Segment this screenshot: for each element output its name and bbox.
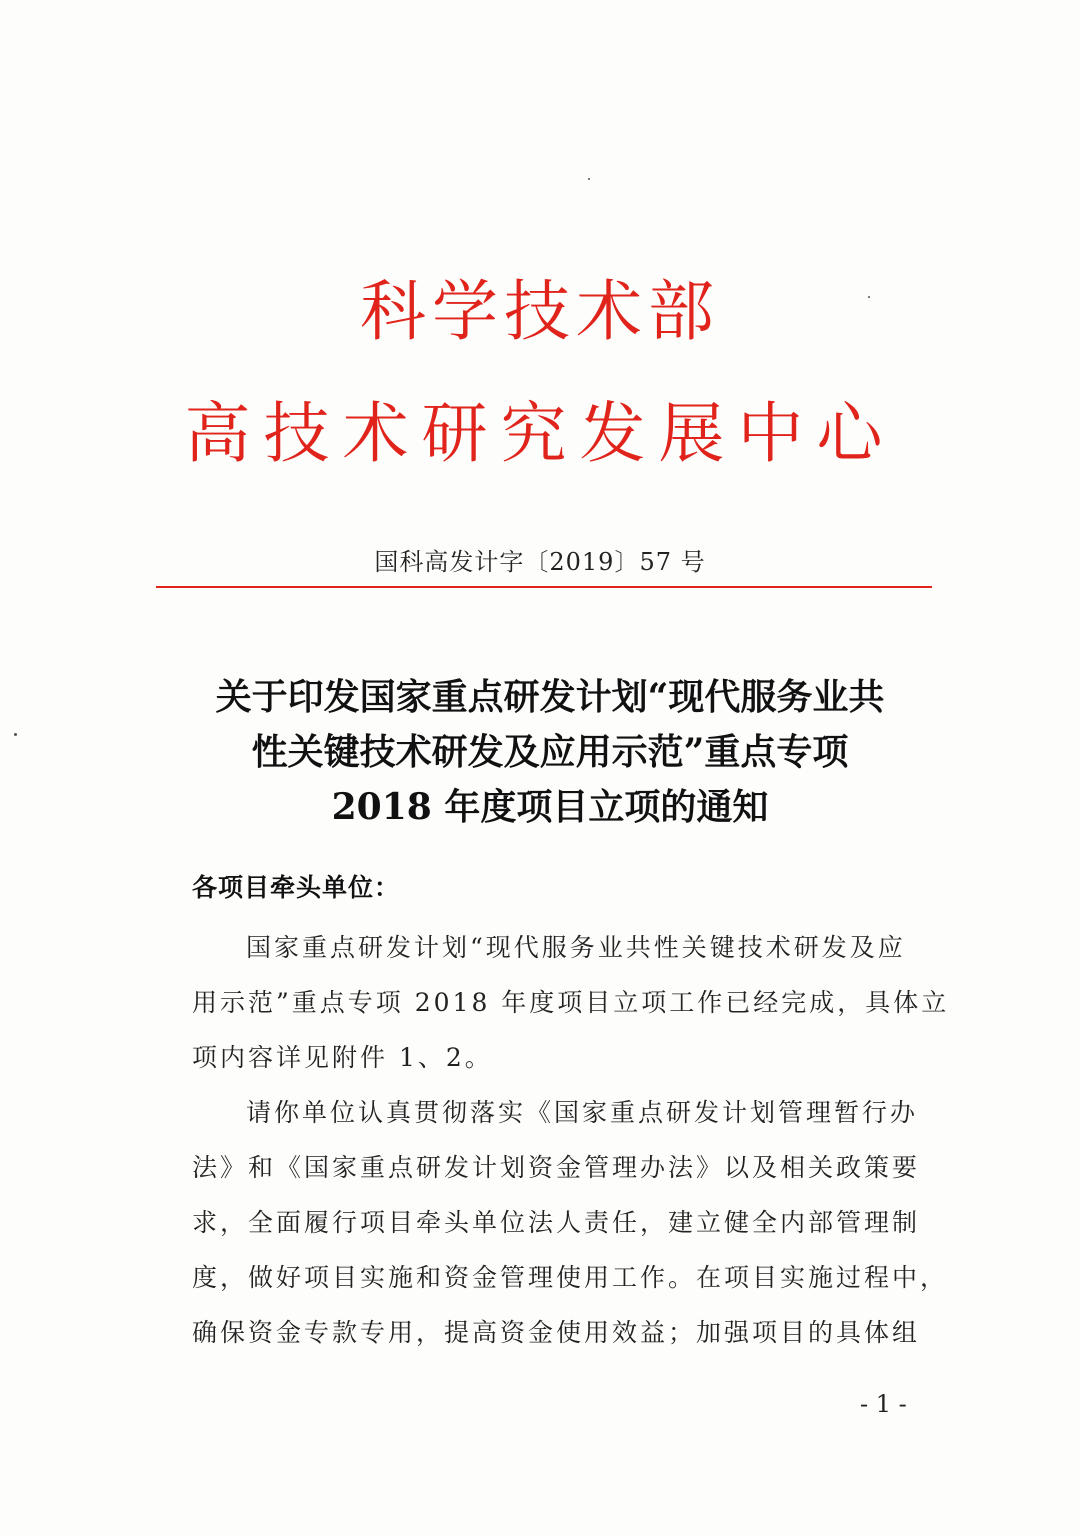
document-number: 国科高发计字〔2019〕57 号 [374, 548, 706, 576]
body-line: 求，全面履行项目牵头单位法人责任，建立健全内部管理制 [192, 1208, 921, 1237]
issuer-name-line2: 高技术研究发展中心 [184, 395, 896, 472]
scan-speck [868, 296, 870, 298]
title-line-3: 2018 年度项目立项的通知 [331, 786, 769, 828]
scan-speck [14, 733, 17, 736]
body-line: 确保资金专款专用，提高资金使用效益；加强项目的具体组 [192, 1318, 921, 1347]
body-line: 法》和《国家重点研发计划资金管理办法》以及相关政策要 [192, 1153, 921, 1182]
page-number: - 1 - [860, 1390, 907, 1418]
body-paragraph-1 [192, 920, 950, 1085]
body-line: 用示范”重点专项 2018 年度项目立项工作已经完成，具体立 [192, 988, 950, 1017]
title-line-1: 关于印发国家重点研发计划“现代服务业共 [215, 676, 885, 718]
body-line: 度，做好项目实施和资金管理使用工作。在项目实施过程中， [192, 1263, 949, 1292]
issuer-name-line1: 科学技术部 [360, 273, 720, 350]
scan-speck [588, 178, 590, 180]
body-line: 请你单位认真贯彻落实《国家重点研发计划管理暂行办 [246, 1098, 919, 1127]
title-line-2: 性关键技术研发及应用示范”重点专项 [251, 731, 849, 773]
body-line: 项内容详见附件 1、2。 [192, 1043, 493, 1072]
red-separator-line [156, 586, 932, 588]
body-paragraph-2 [192, 1085, 949, 1360]
body-line: 国家重点研发计划“现代服务业共性关键技术研发及应 [246, 933, 906, 962]
salutation: 各项目牵头单位： [192, 873, 401, 902]
document-title [150, 670, 950, 835]
